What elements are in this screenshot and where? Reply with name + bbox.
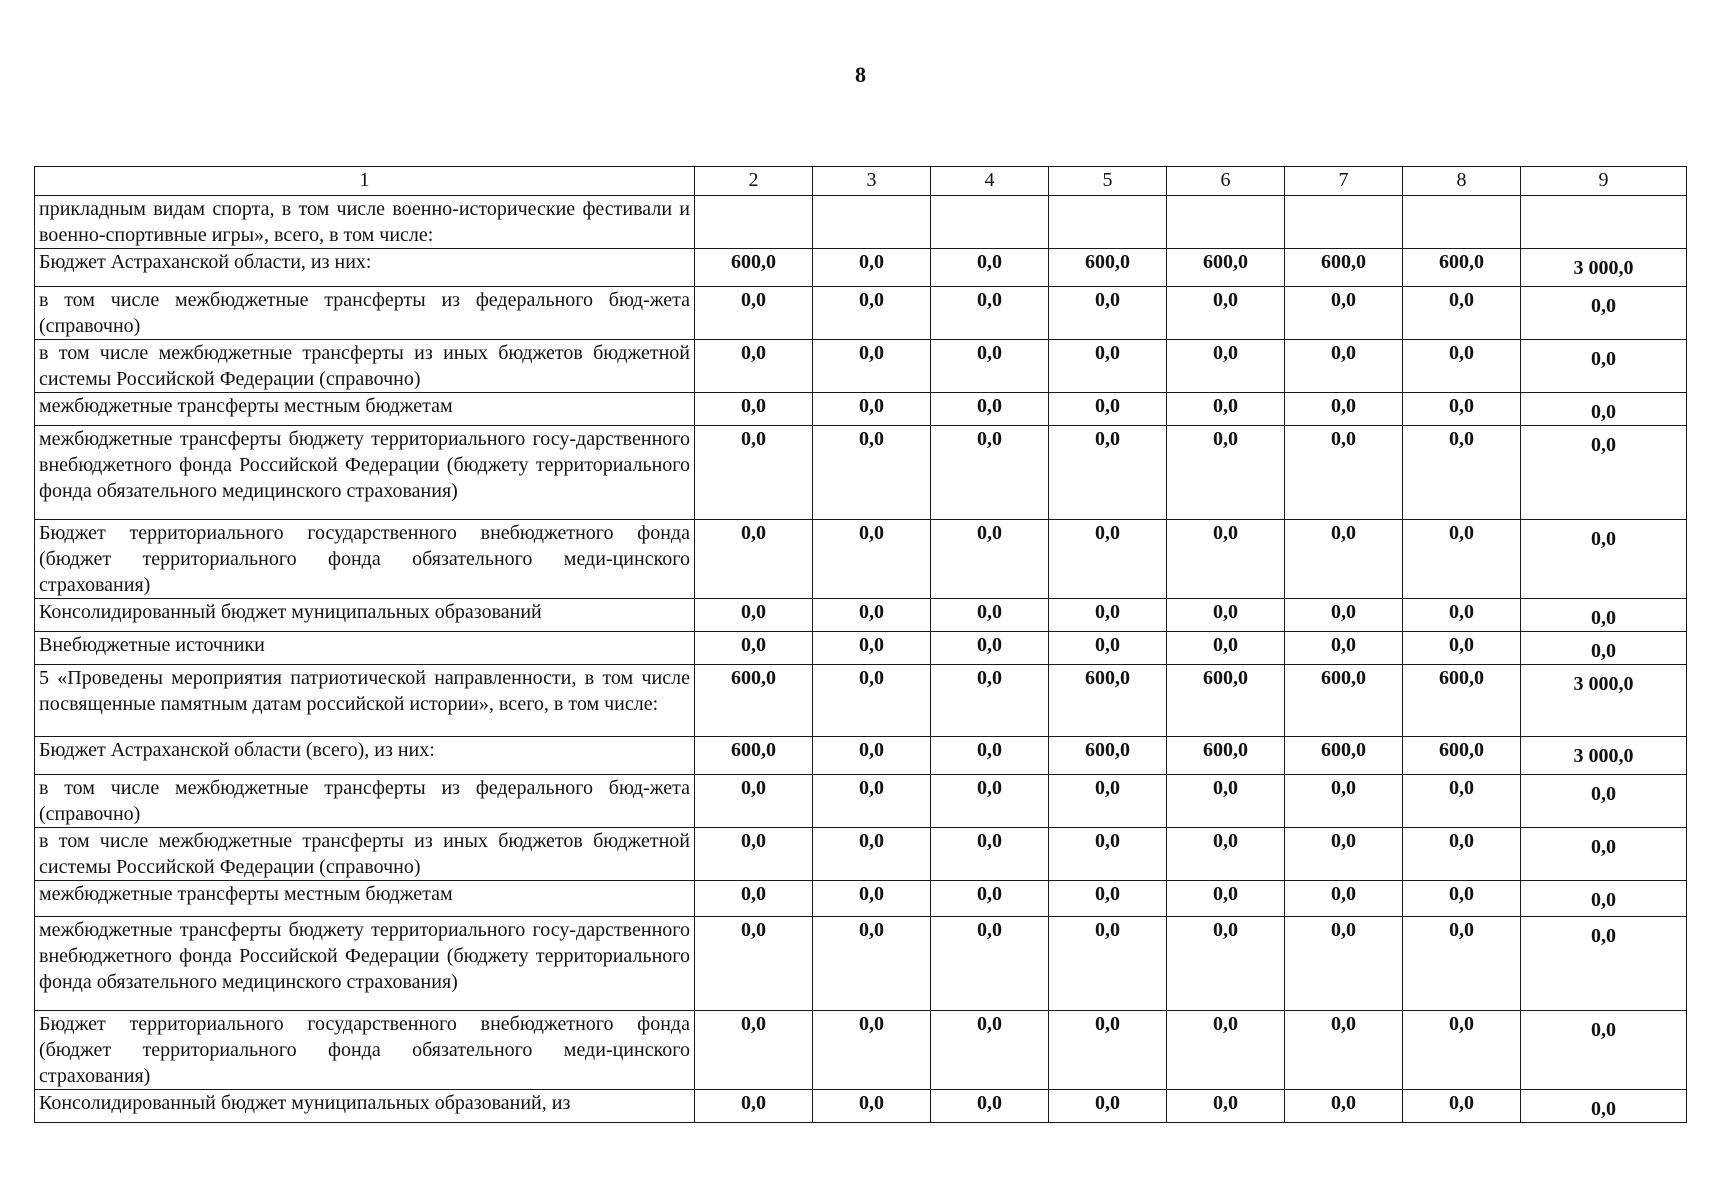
column-header: 1 xyxy=(35,167,695,196)
value-cell: 0,0 xyxy=(813,599,931,632)
row-label: в том числе межбюджетные трансферты из федерального бюд-жета (справочно) xyxy=(35,775,695,828)
column-header: 5 xyxy=(1049,167,1167,196)
value-cell: 0,0 xyxy=(695,828,813,881)
row-label: межбюджетные трансферты бюджету территориального госу-дарственного внебюджетного фонда Российской Федерации (бюджету территориального фонда обязательного медицинского страхования) xyxy=(35,426,695,520)
value-cell: 600,0 xyxy=(1049,249,1167,287)
value-cell: 0,0 xyxy=(813,249,931,287)
table-row xyxy=(35,665,1687,737)
value-cell: 600,0 xyxy=(1167,249,1285,287)
value-cell: 0,0 xyxy=(931,393,1049,426)
value-cell: 0,0 xyxy=(1167,520,1285,599)
value-cell: 600,0 xyxy=(1167,665,1285,737)
value-cell: 0,0 xyxy=(1167,632,1285,665)
value-cell: 0,0 xyxy=(1167,599,1285,632)
column-header: 7 xyxy=(1285,167,1403,196)
table-row xyxy=(35,426,1687,520)
value-cell: 0,0 xyxy=(1167,917,1285,1011)
value-cell: 0,0 xyxy=(931,775,1049,828)
value-cell: 0,0 xyxy=(1521,775,1687,828)
row-label: Бюджет территориального государственного внебюджетного фонда (бюджет территориального фонда обязательного меди-цинского страхования) xyxy=(35,520,695,599)
value-cell: 0,0 xyxy=(1167,426,1285,520)
value-cell: 0,0 xyxy=(1167,393,1285,426)
value-cell: 0,0 xyxy=(1403,599,1521,632)
value-cell: 0,0 xyxy=(1049,599,1167,632)
value-cell: 0,0 xyxy=(1049,1090,1167,1123)
value-cell: 0,0 xyxy=(1049,632,1167,665)
row-label: в том числе межбюджетные трансферты из иных бюджетов бюджетной системы Российской Федерации (справочно) xyxy=(35,828,695,881)
value-cell: 0,0 xyxy=(1403,520,1521,599)
value-cell: 600,0 xyxy=(1403,665,1521,737)
value-cell: 0,0 xyxy=(1285,881,1403,917)
value-cell: 0,0 xyxy=(813,393,931,426)
row-label: Бюджет Астраханской области (всего), из них: xyxy=(35,737,695,775)
value-cell: 0,0 xyxy=(1403,881,1521,917)
value-cell: 0,0 xyxy=(931,665,1049,737)
value-cell: 0,0 xyxy=(695,1011,813,1090)
value-cell: 0,0 xyxy=(1049,881,1167,917)
value-cell: 600,0 xyxy=(1403,249,1521,287)
row-label: в том числе межбюджетные трансферты из иных бюджетов бюджетной системы Российской Федерации (справочно) xyxy=(35,340,695,393)
value-cell: 0,0 xyxy=(931,1090,1049,1123)
value-cell: 0,0 xyxy=(931,599,1049,632)
value-cell: 0,0 xyxy=(1167,881,1285,917)
value-cell xyxy=(1521,196,1687,249)
value-cell: 0,0 xyxy=(1049,393,1167,426)
value-cell: 0,0 xyxy=(1049,828,1167,881)
value-cell: 0,0 xyxy=(1403,287,1521,340)
table-body xyxy=(35,196,1687,1123)
table-row xyxy=(35,599,1687,632)
value-cell: 0,0 xyxy=(695,775,813,828)
value-cell: 0,0 xyxy=(1285,520,1403,599)
value-cell: 0,0 xyxy=(931,917,1049,1011)
value-cell: 0,0 xyxy=(1403,340,1521,393)
value-cell: 0,0 xyxy=(1285,287,1403,340)
value-cell: 0,0 xyxy=(931,1011,1049,1090)
row-label: Консолидированный бюджет муниципальных образований xyxy=(35,599,695,632)
value-cell: 0,0 xyxy=(1521,520,1687,599)
value-cell: 600,0 xyxy=(1285,737,1403,775)
row-label: прикладным видам спорта, в том числе военно-исторические фестивали и военно-спортивные игры», всего, в том числе: xyxy=(35,196,695,249)
value-cell: 0,0 xyxy=(931,287,1049,340)
value-cell: 0,0 xyxy=(1521,917,1687,1011)
value-cell: 600,0 xyxy=(1167,737,1285,775)
row-label: межбюджетные трансферты бюджету территориального госу-дарственного внебюджетного фонда Российской Федерации (бюджету территориального фонда обязательного медицинского страхования) xyxy=(35,917,695,1011)
value-cell: 0,0 xyxy=(695,632,813,665)
value-cell: 600,0 xyxy=(695,249,813,287)
table-row xyxy=(35,737,1687,775)
column-header: 9 xyxy=(1521,167,1687,196)
value-cell: 0,0 xyxy=(1285,1011,1403,1090)
value-cell: 0,0 xyxy=(1521,393,1687,426)
table-row xyxy=(35,775,1687,828)
value-cell: 0,0 xyxy=(931,520,1049,599)
value-cell: 0,0 xyxy=(1521,828,1687,881)
row-label: Бюджет территориального государственного внебюджетного фонда (бюджет территориального фонда обязательного меди-цинского страхования) xyxy=(35,1011,695,1090)
value-cell xyxy=(1049,196,1167,249)
value-cell: 0,0 xyxy=(1285,828,1403,881)
value-cell: 3 000,0 xyxy=(1521,737,1687,775)
row-label: Консолидированный бюджет муниципальных образований, из xyxy=(35,1090,695,1123)
table-row xyxy=(35,287,1687,340)
value-cell: 0,0 xyxy=(931,426,1049,520)
value-cell: 0,0 xyxy=(813,881,931,917)
value-cell: 0,0 xyxy=(931,881,1049,917)
value-cell: 600,0 xyxy=(1285,665,1403,737)
value-cell: 0,0 xyxy=(1521,287,1687,340)
value-cell: 0,0 xyxy=(1403,1090,1521,1123)
value-cell: 0,0 xyxy=(1049,917,1167,1011)
table-row xyxy=(35,340,1687,393)
value-cell: 600,0 xyxy=(695,737,813,775)
table-row xyxy=(35,828,1687,881)
value-cell: 0,0 xyxy=(813,1011,931,1090)
value-cell: 0,0 xyxy=(695,1090,813,1123)
row-label: Бюджет Астраханской области, из них: xyxy=(35,249,695,287)
value-cell: 0,0 xyxy=(695,520,813,599)
column-header: 4 xyxy=(931,167,1049,196)
table-row xyxy=(35,632,1687,665)
value-cell: 0,0 xyxy=(695,917,813,1011)
row-label: 5 «Проведены мероприятия патриотической направленности, в том числе посвященные памятным датам российской истории», всего, в том числе: xyxy=(35,665,695,737)
value-cell: 600,0 xyxy=(1403,737,1521,775)
value-cell: 0,0 xyxy=(1521,340,1687,393)
value-cell: 0,0 xyxy=(1285,393,1403,426)
table-row xyxy=(35,1090,1687,1123)
value-cell: 0,0 xyxy=(813,632,931,665)
value-cell: 0,0 xyxy=(931,737,1049,775)
value-cell: 0,0 xyxy=(813,520,931,599)
value-cell: 0,0 xyxy=(1403,632,1521,665)
value-cell: 0,0 xyxy=(813,426,931,520)
value-cell: 0,0 xyxy=(1049,1011,1167,1090)
value-cell xyxy=(1285,196,1403,249)
row-label: межбюджетные трансферты местным бюджетам xyxy=(35,881,695,917)
value-cell: 0,0 xyxy=(1285,599,1403,632)
value-cell: 0,0 xyxy=(931,828,1049,881)
table-row xyxy=(35,881,1687,917)
value-cell: 0,0 xyxy=(1049,520,1167,599)
value-cell: 0,0 xyxy=(1521,426,1687,520)
table-row xyxy=(35,196,1687,249)
value-cell: 0,0 xyxy=(813,828,931,881)
value-cell: 0,0 xyxy=(1521,1011,1687,1090)
column-header: 6 xyxy=(1167,167,1285,196)
row-label: межбюджетные трансферты местным бюджетам xyxy=(35,393,695,426)
row-label: в том числе межбюджетные трансферты из федерального бюд-жета (справочно) xyxy=(35,287,695,340)
value-cell: 0,0 xyxy=(695,393,813,426)
value-cell: 0,0 xyxy=(1049,775,1167,828)
value-cell: 600,0 xyxy=(695,665,813,737)
budget-table xyxy=(34,166,1687,1123)
value-cell: 0,0 xyxy=(813,665,931,737)
value-cell: 0,0 xyxy=(813,775,931,828)
table-row xyxy=(35,917,1687,1011)
value-cell: 0,0 xyxy=(695,287,813,340)
value-cell: 0,0 xyxy=(931,249,1049,287)
value-cell: 0,0 xyxy=(1521,881,1687,917)
value-cell: 0,0 xyxy=(813,1090,931,1123)
value-cell: 0,0 xyxy=(1403,775,1521,828)
value-cell: 0,0 xyxy=(813,917,931,1011)
value-cell: 0,0 xyxy=(1285,632,1403,665)
value-cell: 0,0 xyxy=(931,340,1049,393)
value-cell: 0,0 xyxy=(1167,340,1285,393)
value-cell: 3 000,0 xyxy=(1521,665,1687,737)
value-cell: 600,0 xyxy=(1049,737,1167,775)
table-row xyxy=(35,393,1687,426)
value-cell: 0,0 xyxy=(1167,828,1285,881)
value-cell: 0,0 xyxy=(1049,287,1167,340)
value-cell: 0,0 xyxy=(1521,1090,1687,1123)
value-cell: 0,0 xyxy=(1403,426,1521,520)
value-cell xyxy=(1167,196,1285,249)
value-cell: 0,0 xyxy=(1167,775,1285,828)
column-header: 3 xyxy=(813,167,931,196)
value-cell: 0,0 xyxy=(813,737,931,775)
value-cell: 3 000,0 xyxy=(1521,249,1687,287)
value-cell: 0,0 xyxy=(1521,632,1687,665)
value-cell: 0,0 xyxy=(1403,393,1521,426)
value-cell: 0,0 xyxy=(1049,340,1167,393)
value-cell: 0,0 xyxy=(1285,917,1403,1011)
value-cell: 0,0 xyxy=(1403,1011,1521,1090)
row-label: Внебюджетные источники xyxy=(35,632,695,665)
value-cell: 0,0 xyxy=(1285,426,1403,520)
value-cell: 0,0 xyxy=(1049,426,1167,520)
value-cell: 0,0 xyxy=(931,632,1049,665)
table-row xyxy=(35,1011,1687,1090)
value-cell: 600,0 xyxy=(1049,665,1167,737)
value-cell: 0,0 xyxy=(1403,828,1521,881)
value-cell: 0,0 xyxy=(1285,340,1403,393)
value-cell: 0,0 xyxy=(1285,775,1403,828)
value-cell: 0,0 xyxy=(1403,917,1521,1011)
value-cell: 0,0 xyxy=(1521,599,1687,632)
value-cell: 0,0 xyxy=(1167,287,1285,340)
value-cell xyxy=(695,196,813,249)
table-header-row xyxy=(35,167,1687,196)
value-cell: 0,0 xyxy=(1167,1090,1285,1123)
value-cell: 0,0 xyxy=(813,287,931,340)
column-header: 2 xyxy=(695,167,813,196)
value-cell: 0,0 xyxy=(695,881,813,917)
column-header: 8 xyxy=(1403,167,1521,196)
value-cell: 0,0 xyxy=(813,340,931,393)
page-number: 8 xyxy=(855,62,866,87)
table-row xyxy=(35,520,1687,599)
value-cell: 0,0 xyxy=(695,426,813,520)
value-cell xyxy=(1403,196,1521,249)
value-cell: 0,0 xyxy=(1167,1011,1285,1090)
value-cell xyxy=(931,196,1049,249)
value-cell: 0,0 xyxy=(695,340,813,393)
value-cell: 600,0 xyxy=(1285,249,1403,287)
table-row xyxy=(35,249,1687,287)
value-cell: 0,0 xyxy=(1285,1090,1403,1123)
value-cell xyxy=(813,196,931,249)
value-cell: 0,0 xyxy=(695,599,813,632)
